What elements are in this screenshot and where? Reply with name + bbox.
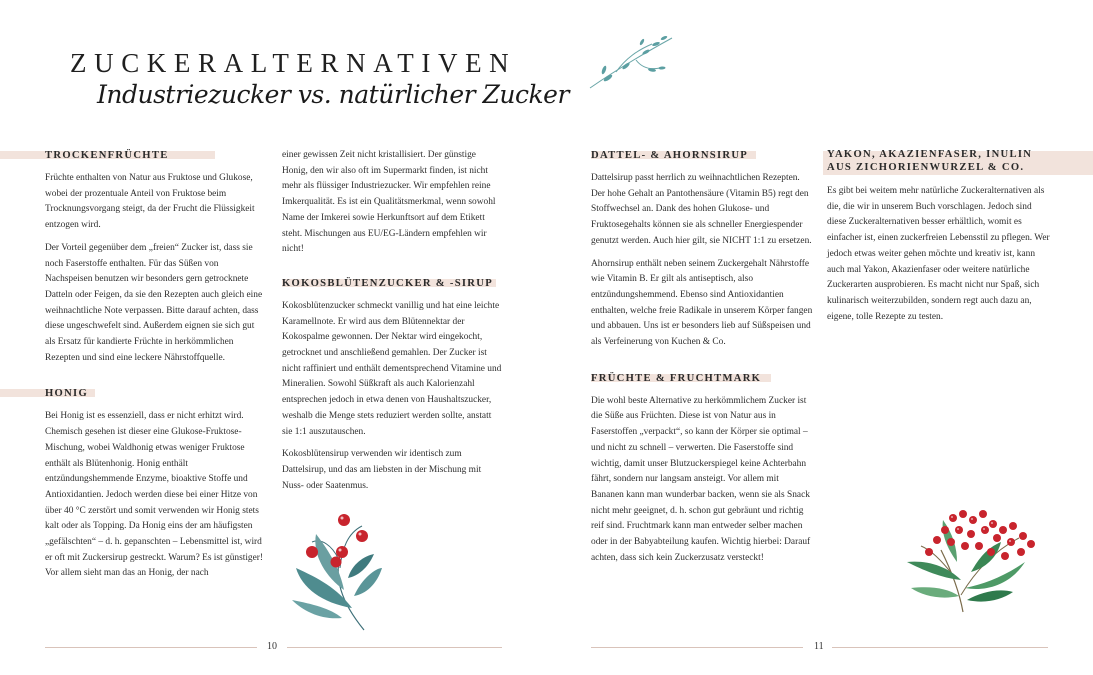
page-subtitle: Industriezucker vs. natürlicher Zucker (97, 80, 569, 109)
section-heading-yakon: YAKON, AKAZIENFASER, INULIN AUS ZICHORIENWURZEL & CO. (827, 148, 1052, 174)
paragraph: Kokosblütensirup verwenden wir identisch zum Dattelsirup, und das am liebsten in der Mischung mit Nuss- oder Saatenmus. (282, 449, 482, 491)
right-column-1 (591, 148, 813, 573)
left-column-2 (282, 148, 504, 501)
paragraph: Früchte enthalten von Natur aus Fruktose und Glukose, wobei der prozentuale Anteil von Fruktose beim Trocknungsvorgang steigt, da der Frucht die Flüssigkeit entzogen wird. (45, 173, 255, 231)
section-heading-kokos: KOKOSBLÜTENZUCKER & -SIRUP (282, 276, 504, 292)
paragraph: Der Vorteil gegenüber dem „freien“ Zucker ist, dass sie noch Faserstoffe enthalten. Für das Süßen von Nachspeisen benutzen wir besonders gern getrocknete Datteln oder Feigen, da sie den Rezepten auch gleich eine weihnachtliche Note verpassen. Bitte darauf achten, dass diese ungeschwefelt sind. Außerdem eignen sie sich gut als Ersatz für kandierte Früchte in herkömmlichen Rezepten und sind eine leckere Nährstoffquelle. (45, 242, 263, 363)
section-heading-fruechte: FRÜCHTE & FRUCHTMARK (591, 371, 813, 387)
footer-rule (832, 647, 1048, 648)
page-number: 10 (267, 641, 277, 652)
paragraph: Die wohl beste Alternative zu herkömmlichem Zucker ist die Süße aus Früchten. Diese ist von Natur aus in Faserstoffen „verpackt“, so kann der Körper sie optimal – und nicht zu schnell – verwerten. Die Faserstoffe sind wichtig, damit unser Blutzuckerspiegel keine Achterbahn fährt, sondern nur langsam ansteigt. Vor allem mit Bananen kann man wunderbar backen, wenn sie als Snack nicht mehr geeignet, d. h. schon gut gebräunt und richtig reif sind. Fruchtmark kann man entweder selber machen oder in der Babyabteilung kaufen. Wichtig hierbei: Darauf achten, dass sich kein Zuckerzusatz versteckt! (591, 395, 811, 563)
page-title: ZUCKERALTERNATIVEN (70, 48, 517, 78)
berry-bush-icon (901, 500, 1036, 615)
footer-rule (45, 647, 257, 648)
right-column-2 (827, 148, 1052, 332)
footer-rule (591, 647, 803, 648)
paragraph: Bei Honig ist es essenziell, dass er nicht erhitzt wird. Chemisch gesehen ist dieser eine Glukose-Fruktose-Mischung, wobei Waldhonig etwas weniger Fruktose enthält als Blütenhonig. Honig enthält entzündungshemmende Enzyme, bioaktive Stoffe und Antioxidantien. Jedoch werden diese bei einer Hitze von über 40 °C zerstört und somit verwenden wir Honig stets kalt oder als Topping. Da Honig eins der am häufigsten „gefälschten“ – d. h. gepanschten – Lebensmittel ist, wird er oft mit Zuckersirup gestreckt. Warum? Es ist günstiger! Vor allem sieht man das an Honig, der nach (45, 411, 264, 579)
right-page (546, 0, 1093, 675)
section-heading-dattel: DATTEL- & AHORNSIRUP (591, 148, 813, 164)
paragraph: einer gewissen Zeit nicht kristallisiert. Der günstige Honig, den wir also oft im Supermarkt finden, ist nicht mehr als flüssiger Industriezucker. Wir empfehlen reine Imkerqualität. Es ist ein Qualitätsmerkmal, wenn sowohl Name der Imkerei sowie Herkunftsort auf dem Etikett steht. Mischungen aus EU/EG-Ländern empfehlen wir nicht! (282, 150, 496, 255)
section-heading-honig: HONIG (45, 386, 267, 402)
left-column-1 (45, 148, 267, 589)
paragraph: Dattelsirup passt herrlich zu weihnachtlichen Rezepten. Der hohe Gehalt an Pantothensäure (Vitamin B5) regt den Stoffwechsel an. Dank des hohen Glukose- und Fruktosegehalts können sie als schneller Energiespender genutzt werden. Auch hier gilt, sie NICHT 1:1 zu ersetzen. (591, 173, 812, 246)
paragraph: Ahornsirup enthält neben seinem Zuckergehalt Nährstoffe wie Vitamin B. Er gilt als antiseptisch, also entzündungshemmend. Ebenso sind Antioxidantien enthalten, welche freie Radikale in unserem Körper fangen und abbauen. Uns ist er besonders lieb auf Süßspeisen und als Verfeinerung von Kuchen & Co. (591, 258, 813, 348)
section-heading-trockenfruechte: TROCKENFRÜCHTE (45, 148, 267, 164)
berry-branch-icon (282, 508, 382, 633)
page-number: 11 (814, 641, 824, 652)
paragraph: Kokosblütenzucker schmeckt vanillig und hat eine leichte Karamellnote. Er wird aus dem Blütennektar der Kokospalme gewonnen. Der Nektar wird eingekocht, getrocknet und anschließend gemahlen. Der Zucker ist nicht raffiniert und enthält dementsprechend Vitamine und Mineralien. Sowohl Süßkraft als auch Kalorienzahl entsprechen jedoch in etwa denen von Haushaltszucker, weshalb die Menge stets reduziert werden sollte, anstatt sie 1:1 auszutauschen. (282, 300, 502, 437)
footer-rule (287, 647, 502, 648)
paragraph: Es gibt bei weitem mehr natürliche Zuckeralternativen als die, die wir in unserem Buch vorschlagen. Jedoch sind diese Zuckeralternativen besser erhältlich, womit es einfacher ist, einen zuckerfreien Lebensstil zu pflegen. Wer jedoch etwas weiter gehen möchte und kreativ ist, kann auch mal Yakon, Akazienfaser oder weitere natürliche Zuckerarten ausprobieren. Es macht nicht nur Spaß, sich kulinarisch weiterzubilden, sondern regt auch dazu an, eigene, tolle Rezepte zu testen. (827, 186, 1050, 322)
